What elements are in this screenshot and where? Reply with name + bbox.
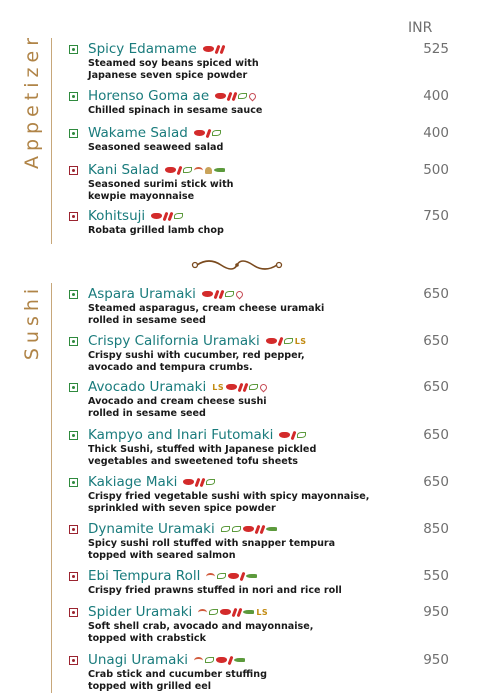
menu-item <box>69 162 449 202</box>
menu-item-name: Spicy Edamame <box>88 41 197 57</box>
menu-item-name: Wakame Salad <box>88 125 188 141</box>
menu-item-description: Thick Sushi, stuffed with Japanese pickled vegetables and sweetened tofu sheets <box>88 444 317 467</box>
menu-item-header <box>69 286 449 302</box>
menu-item-description: Seasoned surimi stick with kewpie mayonnaise <box>88 179 234 202</box>
menu-item <box>69 604 449 644</box>
leaf-icon <box>209 609 218 615</box>
menu-item-price: 650 <box>423 286 449 302</box>
shrimp-icon <box>194 657 203 664</box>
leaf-icon <box>238 93 247 99</box>
chili-icon <box>176 165 182 174</box>
shrimp-icon <box>206 573 215 580</box>
veg-mark-icon <box>69 92 78 101</box>
nonveg-mark-icon <box>69 572 78 581</box>
menu-item-header <box>69 333 449 349</box>
lips-icon <box>194 130 205 136</box>
menu-item-price: 650 <box>423 333 449 349</box>
heart-icon <box>259 382 269 392</box>
menu-item-description: Crab stick and cucumber stuffing topped with grilled eel <box>88 669 267 692</box>
menu-item <box>69 474 449 514</box>
lips-icon <box>226 384 237 390</box>
menu-item-description: Avocado and cream cheese sushi rolled in sesame seed <box>88 396 267 419</box>
leaf-icon <box>217 573 226 579</box>
menu-item-description: Spicy sushi roll stuffed with snapper tempura topped with seared salmon <box>88 538 336 561</box>
lips-icon <box>266 338 277 344</box>
menu-item-name: Crispy California Uramaki <box>88 333 260 349</box>
nonveg-mark-icon <box>69 608 78 617</box>
menu-item <box>69 41 449 81</box>
lips-icon <box>220 609 231 615</box>
leaf-icon <box>183 167 192 173</box>
menu-item-name: Horenso Goma ae <box>88 88 210 104</box>
menu-item <box>69 568 449 597</box>
chili-icon <box>243 382 249 391</box>
dietary-icons <box>194 129 221 138</box>
menu-item-header <box>69 88 449 104</box>
menu-item-header <box>69 162 449 178</box>
menu-item-description: Seasoned seaweed salad <box>88 142 224 153</box>
chili-icon <box>291 430 297 439</box>
nonveg-mark-icon <box>69 656 78 665</box>
menu-item-name: Dynamite Uramaki <box>88 521 215 537</box>
leaf-icon <box>232 526 241 532</box>
shrimp-icon <box>198 609 207 616</box>
chili-icon <box>277 336 283 345</box>
fish-icon <box>234 658 245 662</box>
dietary-icons <box>183 478 215 487</box>
menu-item <box>69 286 449 326</box>
menu-item-price: 850 <box>423 521 449 537</box>
menu-item-price: 950 <box>423 652 449 668</box>
leaf-icon <box>206 479 215 485</box>
menu-item <box>69 379 449 419</box>
lips-icon <box>151 213 162 219</box>
section-divider-appetizer <box>51 38 52 244</box>
menu-item-header <box>69 379 449 395</box>
lips-icon <box>279 432 290 438</box>
menu-item-description: Soft shell crab, avocado and mayonnaise, topped with crabstick <box>88 621 314 644</box>
veg-mark-icon <box>69 478 78 487</box>
chili-icon <box>237 607 243 616</box>
veg-mark-icon <box>69 337 78 346</box>
veg-mark-icon <box>69 290 78 299</box>
veg-mark-icon <box>69 431 78 440</box>
menu-item-price: 650 <box>423 379 449 395</box>
menu-item-name: Unagi Uramaki <box>88 652 189 668</box>
dietary-icons <box>221 525 277 534</box>
menu-item-name: Kampyo and Inari Futomaki <box>88 427 274 443</box>
fish-icon <box>214 168 225 172</box>
leaf-icon <box>221 526 230 532</box>
menu-item-name: Aspara Uramaki <box>88 286 196 302</box>
lips-icon <box>202 291 213 297</box>
section-divider-sushi <box>51 283 52 693</box>
dietary-icons <box>215 92 256 101</box>
leaf-icon <box>225 291 234 297</box>
section-label-sushi: Sushi <box>21 283 43 361</box>
nonveg-mark-icon <box>69 166 78 175</box>
menu-item-header <box>69 604 449 620</box>
lips-icon <box>215 93 226 99</box>
menu-item-header <box>69 652 449 668</box>
menu-item-price: 400 <box>423 88 449 104</box>
veg-mark-icon <box>69 383 78 392</box>
menu-item-name: Kani Salad <box>88 162 159 178</box>
dietary-icons <box>165 166 225 175</box>
menu-item-name: Ebi Tempura Roll <box>88 568 201 584</box>
leaf-icon <box>284 338 293 344</box>
dietary-icons <box>279 431 306 440</box>
lips-icon <box>165 167 176 173</box>
menu-item-description: Crispy fried vegetable sushi with spicy mayonnaise, sprinkled with seven spice powder <box>88 491 370 514</box>
menu-item-header <box>69 568 449 584</box>
menu-item-price: 525 <box>423 41 449 57</box>
leaf-icon <box>174 213 183 219</box>
menu-item-header <box>69 427 449 443</box>
ornament-divider <box>191 257 283 273</box>
leaf-icon <box>249 384 258 390</box>
dietary-icons <box>203 45 224 54</box>
squid-icon <box>205 167 212 174</box>
lips-icon <box>228 573 239 579</box>
menu-item-description: Steamed asparagus, cream cheese uramaki rolled in sesame seed <box>88 303 325 326</box>
menu-item-description: Robata grilled lamb chop <box>88 225 224 236</box>
menu-item-header <box>69 521 449 537</box>
dietary-icons <box>198 608 268 617</box>
chili-icon <box>228 655 234 664</box>
nonveg-mark-icon <box>69 525 78 534</box>
menu-item <box>69 333 449 373</box>
dietary-icons <box>194 656 245 665</box>
leaf-icon <box>212 130 221 136</box>
ls-badge: LS <box>294 336 307 346</box>
currency-header: INR <box>408 20 433 36</box>
chili-icon <box>168 211 174 220</box>
menu-item-price: 650 <box>423 474 449 490</box>
veg-mark-icon <box>69 45 78 54</box>
menu-item-price: 500 <box>423 162 449 178</box>
menu-item-name: Kohitsuji <box>88 208 146 224</box>
menu-item-price: 950 <box>423 604 449 620</box>
leaf-icon <box>297 432 306 438</box>
dietary-icons <box>206 572 257 581</box>
chili-icon <box>240 571 246 580</box>
menu-item-price: 750 <box>423 208 449 224</box>
dietary-icons <box>266 337 307 346</box>
fish-icon <box>266 527 277 531</box>
leaf-icon <box>205 657 214 663</box>
heart-icon <box>234 289 244 299</box>
menu-item-price: 400 <box>423 125 449 141</box>
lips-icon <box>243 526 254 532</box>
veg-mark-icon <box>69 129 78 138</box>
lips-icon <box>216 657 227 663</box>
ls-badge: LS <box>256 607 269 617</box>
menu-item <box>69 208 449 237</box>
heart-icon <box>248 91 258 101</box>
menu-item <box>69 521 449 561</box>
menu-item-description: Crispy sushi with cucumber, red pepper, avocado and tempura crumbs. <box>88 350 305 373</box>
menu-item-description: Crispy fried prawns stuffed in nori and rice roll <box>88 585 342 596</box>
menu-item <box>69 652 449 692</box>
menu-item-header <box>69 125 449 141</box>
menu-item-header <box>69 474 449 490</box>
menu-item-description: Steamed soy beans spiced with Japanese seven spice powder <box>88 58 259 81</box>
menu-item-name: Avocado Uramaki <box>88 379 207 395</box>
section-label-appetizer: Appetizer <box>21 32 43 170</box>
menu-item-header <box>69 208 449 224</box>
menu-item <box>69 427 449 467</box>
menu-item <box>69 125 449 154</box>
menu-item-name: Kakiage Maki <box>88 474 178 490</box>
dietary-icons <box>202 290 243 299</box>
ls-badge: LS <box>212 382 225 392</box>
menu-item-header <box>69 41 449 57</box>
fish-icon <box>243 610 254 614</box>
menu-item-name: Spider Uramaki <box>88 604 193 620</box>
menu-item-price: 550 <box>423 568 449 584</box>
chili-icon <box>205 128 211 137</box>
menu-item <box>69 88 449 117</box>
lips-icon <box>183 479 194 485</box>
menu-item-description: Chilled spinach in sesame sauce <box>88 105 263 116</box>
chili-icon <box>232 91 238 100</box>
menu-item-price: 650 <box>423 427 449 443</box>
dietary-icons <box>212 383 267 392</box>
lips-icon <box>203 46 214 52</box>
nonveg-mark-icon <box>69 212 78 221</box>
dietary-icons <box>151 212 183 221</box>
chili-icon <box>200 477 206 486</box>
fish-icon <box>246 574 257 578</box>
shrimp-icon <box>194 167 203 174</box>
